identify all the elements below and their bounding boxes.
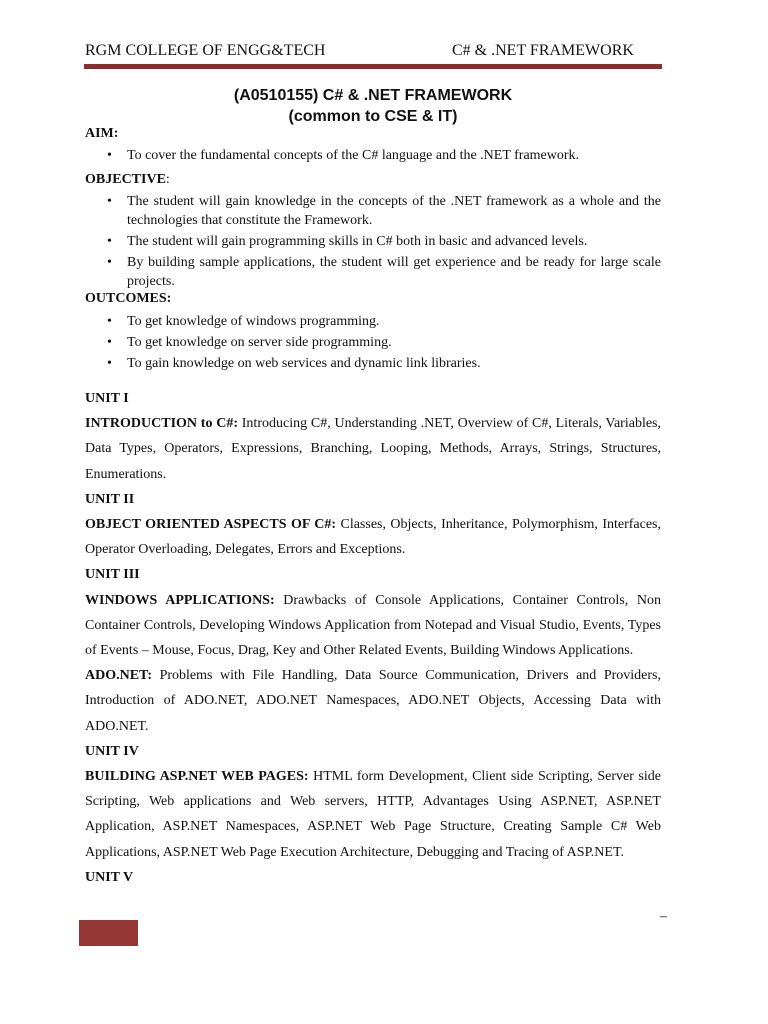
unit-1-text: Introducing C#, Understanding .NET, Overview of C#, Literals, Variables, Data Types, Operators, Expressions, Branching, Looping, Methods, Arrays, Strings, Structures, Enumerations.	[85, 416, 661, 482]
objective-label	[85, 172, 170, 188]
objective-list	[105, 192, 661, 293]
list-item: • To get knowledge of windows programming.	[105, 312, 661, 331]
unit-2-topic: OBJECT ORIENTED ASPECTS OF C#:	[85, 517, 337, 533]
objective-label-text: OBJECTIVE	[85, 172, 166, 187]
header-divider	[84, 64, 662, 69]
unit-2-heading: UNIT II	[85, 491, 135, 507]
header-college-name: RGM COLLEGE OF ENGG&TECH	[85, 42, 326, 59]
aim-label: AIM:	[85, 126, 119, 141]
unit-4-heading: UNIT IV	[85, 743, 139, 759]
list-item: • By building sample applications, the student will get experience and be ready for large scale projects.	[105, 253, 661, 291]
unit-3-ado-topic: ADO.NET:	[85, 668, 153, 684]
unit-1-topic: INTRODUCTION to C#:	[85, 416, 238, 432]
unit-4-topic: BUILDING ASP.NET WEB PAGES:	[85, 769, 309, 785]
list-item: • The student will gain programming skills in C# both in basic and advanced levels.	[105, 232, 661, 251]
unit-3-content-ado	[85, 663, 661, 739]
footer-page-marker	[79, 920, 138, 946]
header-course-name: C# & .NET FRAMEWORK	[452, 42, 634, 59]
aim-list	[105, 146, 661, 167]
unit-3-topic: WINDOWS APPLICATIONS:	[85, 592, 275, 608]
unit-1-heading: UNIT I	[85, 391, 129, 406]
unit-3-heading: UNIT III	[85, 567, 140, 583]
unit-2-text: Classes, Objects, Inheritance, Polymorphism, Interfaces, Operator Overloading, Delegates, Errors and Exceptions.	[85, 517, 662, 558]
list-item: • To get knowledge on server side programming.	[105, 333, 661, 352]
list-item: • To cover the fundamental concepts of the C# language and the .NET framework.	[105, 146, 661, 165]
footer-dash: –	[660, 909, 667, 924]
unit-5-heading: UNIT V	[85, 869, 134, 885]
list-item: • To gain knowledge on web services and dynamic link libraries.	[105, 354, 661, 373]
list-item: • The student will gain knowledge in the concepts of the .NET framework as a whole and the technologies that constitute the Framework.	[105, 192, 661, 230]
unit-4-content	[85, 764, 661, 865]
course-subtitle: (common to CSE & IT)	[288, 108, 458, 125]
unit-3-content	[85, 588, 661, 664]
unit-3-text: Drawbacks of Console Applications, Container Controls, Non Container Controls, Developing Windows Application from Notepad and Visual Studio, Events, Types of Events – Mouse, Focus, Drag, Key and Other Related Events, Building Windows Applications.	[85, 592, 661, 659]
outcomes-label: OUTCOMES:	[85, 291, 172, 306]
objective-label-colon: :	[165, 172, 170, 187]
outcomes-list	[105, 312, 661, 375]
syllabus-units	[85, 386, 661, 890]
course-title: (A0510155) C# & .NET FRAMEWORK	[233, 87, 513, 104]
unit-2-content	[85, 512, 661, 562]
unit-3-ado-text: Problems with File Handling, Data Source Communication, Drivers and Providers, Introduction of ADO.NET, ADO.NET Namespaces, ADO.NET Objects, Accessing Data with ADO.NET.	[85, 668, 661, 734]
unit-1-content	[85, 411, 661, 487]
unit-4-text: HTML form Development, Client side Scripting, Server side Scripting, Web applications and Web servers, HTTP, Advantages Using ASP.NET, ASP.NET Application, ASP.NET Namespaces, ASP.NET Web Page Structure, Creating Sample C# Web Applications, ASP.NET Web Page Execution Architecture, Debugging and Tracing of ASP.NET.	[85, 769, 661, 860]
